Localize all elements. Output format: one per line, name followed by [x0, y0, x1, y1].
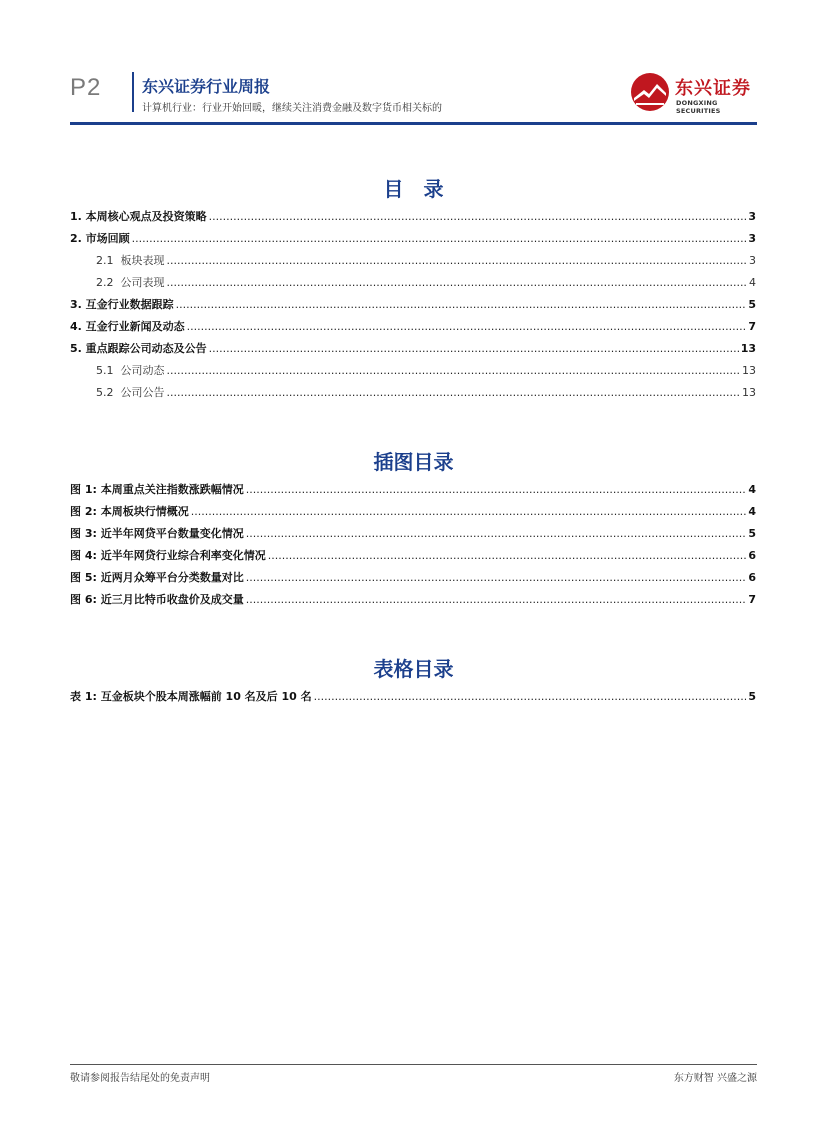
- footer-slogan: 东方财智 兴盛之源: [673, 1073, 757, 1084]
- toc-entry-number: 5.: [70, 342, 86, 355]
- figure-entry-page: 6: [748, 571, 756, 584]
- header-rule: [70, 122, 757, 125]
- figure-entry-page: 7: [748, 593, 756, 606]
- toc-entry-page: 13: [742, 364, 756, 377]
- toc-entry-page: 7: [748, 320, 756, 333]
- figure-entry-page: 4: [748, 483, 756, 496]
- toc-leader-dots: [268, 548, 747, 564]
- page-number: P2: [70, 74, 102, 101]
- toc-leader-dots: [314, 689, 747, 705]
- report-title: 东兴证券行业周报: [142, 77, 271, 96]
- toc-subentry[interactable]: [70, 253, 756, 269]
- figure-entry-number: 图 5:: [70, 571, 101, 584]
- toc-entry[interactable]: [70, 231, 756, 247]
- toc-entry-page: 13: [742, 386, 756, 399]
- toc-entry[interactable]: [70, 341, 756, 357]
- toc-entry-text: 公司公告: [120, 386, 165, 399]
- table-entry-text: 互金板块个股本周涨幅前 10 名及后 10 名: [100, 690, 312, 703]
- figure-entry-page: 4: [748, 505, 756, 518]
- figure-entry-text: 本周重点关注指数涨跌幅情况: [100, 483, 244, 496]
- toc-entry-number: 2.2: [96, 276, 121, 289]
- toc-leader-dots: [167, 363, 741, 379]
- toc-leader-dots: [167, 253, 748, 269]
- figure-entry-page: 5: [748, 527, 756, 540]
- figure-entry[interactable]: [70, 482, 756, 498]
- toc-entry-text: 市场回顾: [85, 232, 130, 245]
- toc-entry-number: 4.: [70, 320, 86, 333]
- figure-entry-number: 图 6:: [70, 593, 101, 606]
- table-entry-page: 5: [748, 690, 756, 703]
- toc-subentry[interactable]: [70, 385, 756, 401]
- toc-leader-dots: [246, 592, 747, 608]
- toc-leader-dots: [167, 275, 748, 291]
- figure-entry-number: 图 2:: [70, 505, 101, 518]
- toc-entry-text: 公司表现: [120, 276, 165, 289]
- toc-leader-dots: [167, 385, 741, 401]
- toc-leader-dots: [246, 526, 747, 542]
- toc-subentry[interactable]: [70, 275, 756, 291]
- company-logo: [630, 72, 760, 115]
- figure-entry-number: 图 4:: [70, 549, 101, 562]
- toc-entry-text: 本周核心观点及投资策略: [85, 210, 207, 223]
- report-subtitle: 计算机行业：行业开始回暖，继续关注消费金融及数字货币相关标的: [142, 103, 442, 114]
- figure-entry[interactable]: [70, 570, 756, 586]
- table-entry[interactable]: [70, 689, 756, 705]
- toc-entry-number: 2.: [70, 232, 86, 245]
- figure-entry-number: 图 1:: [70, 483, 101, 496]
- toc-entry-number: 5.2: [96, 386, 121, 399]
- toc-entry-text: 互金行业数据跟踪: [85, 298, 174, 311]
- figure-entry-number: 图 3:: [70, 527, 101, 540]
- toc-entry-text: 公司动态: [120, 364, 165, 377]
- toc-entry-page: 13: [740, 342, 756, 355]
- toc-entry-number: 2.1: [96, 254, 121, 267]
- toc-leader-dots: [176, 297, 747, 313]
- logo-text-en: DONGXING SECURITIES: [676, 99, 721, 115]
- header-divider: [132, 72, 134, 112]
- toc-leader-dots: [132, 231, 747, 247]
- toc-entry-number: 1.: [70, 210, 86, 223]
- toc-entry-number: 3.: [70, 298, 86, 311]
- toc-heading: 目 录: [383, 177, 444, 201]
- toc-leader-dots: [246, 482, 747, 498]
- toc-leader-dots: [209, 209, 747, 225]
- figure-entry-text: 近两月众筹平台分类数量对比: [100, 571, 244, 584]
- toc-leader-dots: [187, 319, 747, 335]
- toc-entry-page: 3: [749, 254, 756, 267]
- footer-rule: [70, 1064, 757, 1065]
- toc-subentry[interactable]: [70, 363, 756, 379]
- figure-entry[interactable]: [70, 548, 756, 564]
- logo-mark-icon: [630, 72, 670, 112]
- table-entry-number: 表 1:: [70, 690, 101, 703]
- figure-entry[interactable]: [70, 592, 756, 608]
- toc-entry[interactable]: [70, 297, 756, 313]
- figure-entry[interactable]: [70, 526, 756, 542]
- toc-entry[interactable]: [70, 319, 756, 335]
- figures-heading: 插图目录: [373, 450, 454, 474]
- toc-leader-dots: [191, 504, 747, 520]
- toc-entry-text: 板块表现: [120, 254, 165, 267]
- toc-entry-page: 3: [748, 210, 756, 223]
- tables-heading: 表格目录: [373, 657, 454, 681]
- logo-text-cn: 东兴证券: [675, 78, 751, 99]
- figure-entry-text: 近半年网贷平台数量变化情况: [100, 527, 244, 540]
- figure-entry-page: 6: [748, 549, 756, 562]
- toc-leader-dots: [209, 341, 739, 357]
- toc-entry-text: 互金行业新闻及动态: [85, 320, 185, 333]
- figure-entry[interactable]: [70, 504, 756, 520]
- toc-entry-text: 重点跟踪公司动态及公告: [85, 342, 207, 355]
- figure-entry-text: 近三月比特币收盘价及成交量: [100, 593, 244, 606]
- disclaimer-note: 敬请参阅报告结尾处的免责声明: [70, 1073, 210, 1084]
- toc-leader-dots: [246, 570, 747, 586]
- toc-entry-page: 5: [748, 298, 756, 311]
- toc-entry-number: 5.1: [96, 364, 121, 377]
- figure-entry-text: 本周板块行情概况: [100, 505, 189, 518]
- toc-entry[interactable]: [70, 209, 756, 225]
- figure-entry-text: 近半年网贷行业综合利率变化情况: [100, 549, 266, 562]
- toc-entry-page: 3: [748, 232, 756, 245]
- toc-entry-page: 4: [749, 276, 756, 289]
